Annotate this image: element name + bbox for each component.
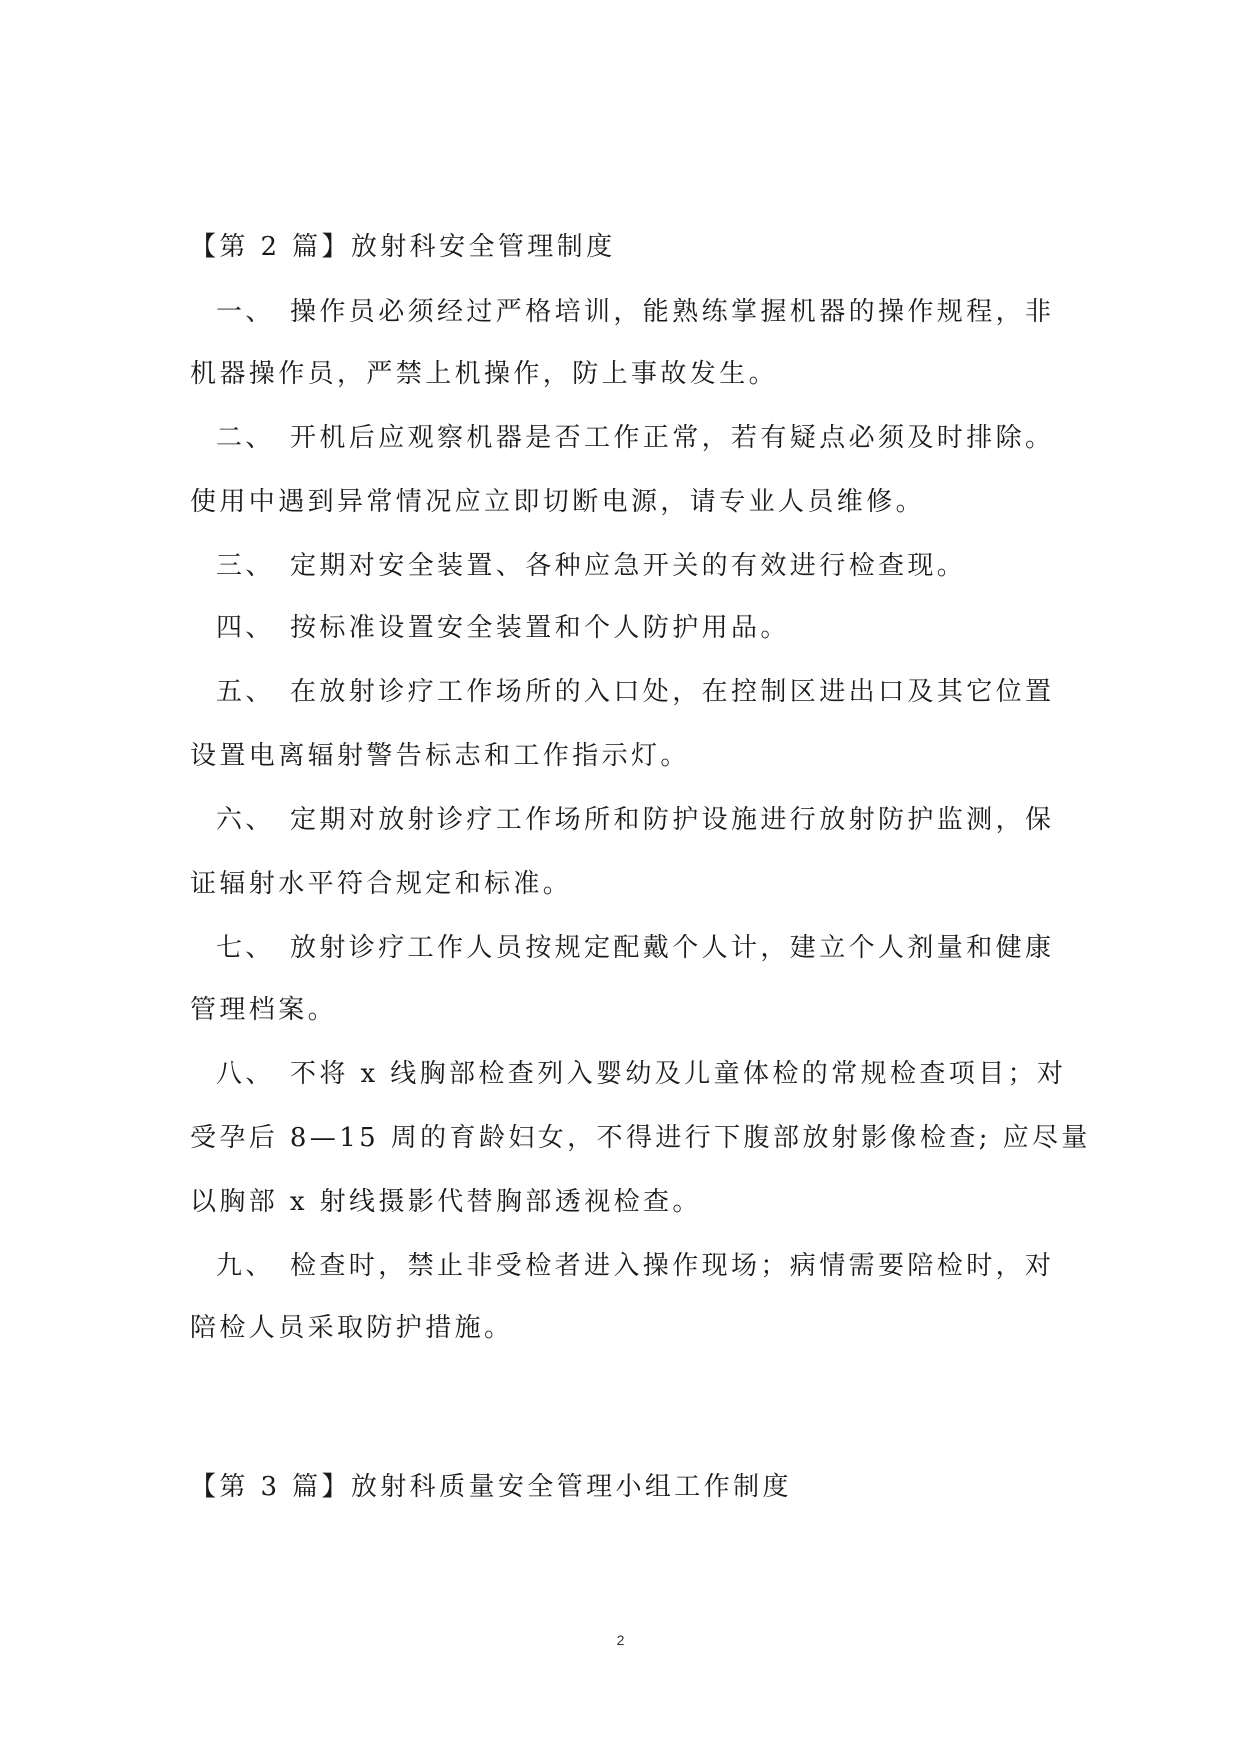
item-8-line-1 bbox=[216, 1057, 1096, 1091]
item-5-line-1 bbox=[216, 675, 1096, 709]
item-8-line-3: 以胸部 x 射线摄影代替胸部透视检查。 bbox=[190, 1187, 702, 1217]
item-text: 定期对安全装置、各种应急开关的有效进行检查现。 bbox=[290, 551, 967, 581]
item-text: 放射诊疗工作人员按规定配戴个人计，建立个人剂量和健康 bbox=[290, 933, 1055, 963]
item-1-line-2: 机器操作员，严禁上机操作，防上事故发生。 bbox=[190, 359, 779, 389]
item-2-line-1 bbox=[216, 421, 1096, 455]
item-5-line-2: 设置电离辐射警告标志和工作指示灯。 bbox=[190, 741, 690, 771]
item-2-line-2: 使用中遇到异常情况应立即切断电源，请专业人员维修。 bbox=[190, 487, 926, 517]
item-text: 不将 x 线胸部检查列入婴幼及儿童体检的常规检查项目；对 bbox=[290, 1059, 1067, 1089]
item-9-line-2: 陪检人员采取防护措施。 bbox=[190, 1313, 514, 1343]
item-6-line-2: 证辐射水平符合规定和标准。 bbox=[190, 869, 573, 899]
page-number: 2 bbox=[616, 1632, 625, 1648]
item-text: 按标准设置安全装置和个人防护用品。 bbox=[290, 613, 790, 643]
item-text: 开机后应观察机器是否工作正常，若有疑点必须及时排除。 bbox=[290, 423, 1055, 453]
item-text: 定期对放射诊疗工作场所和防护设施进行放射防护监测，保 bbox=[290, 805, 1055, 835]
item-number: 七、 bbox=[216, 933, 275, 963]
item-number: 六、 bbox=[216, 805, 275, 835]
item-number: 三、 bbox=[216, 551, 275, 581]
item-text: 操作员必须经过严格培训，能熟练掌握机器的操作规程，非 bbox=[290, 297, 1055, 327]
item-number: 一、 bbox=[216, 297, 275, 327]
item-9-line-1 bbox=[216, 1249, 1096, 1283]
item-6-line-1 bbox=[216, 803, 1096, 837]
section-heading-2: 【第 2 篇】放射科安全管理制度 bbox=[190, 232, 616, 262]
item-text: 在放射诊疗工作场所的入口处，在控制区进出口及其它位置 bbox=[290, 677, 1055, 707]
item-number: 四、 bbox=[216, 613, 275, 643]
item-4-line-1 bbox=[216, 611, 1096, 645]
item-7-line-2: 管理档案。 bbox=[190, 995, 338, 1025]
item-1-line-1 bbox=[216, 295, 1096, 329]
item-number: 八、 bbox=[216, 1059, 275, 1089]
section-heading-3: 【第 3 篇】放射科质量安全管理小组工作制度 bbox=[190, 1472, 792, 1502]
item-number: 九、 bbox=[216, 1251, 275, 1281]
item-7-line-1 bbox=[216, 931, 1096, 965]
item-text: 检查时，禁止非受检者进入操作现场；病情需要陪检时，对 bbox=[290, 1251, 1055, 1281]
item-8-line-2: 受孕后 8—15 周的育龄妇女，不得进行下腹部放射影像检查; 应尽量 bbox=[190, 1123, 1091, 1153]
item-number: 五、 bbox=[216, 677, 275, 707]
item-3-line-1 bbox=[216, 549, 1096, 583]
item-number: 二、 bbox=[216, 423, 275, 453]
